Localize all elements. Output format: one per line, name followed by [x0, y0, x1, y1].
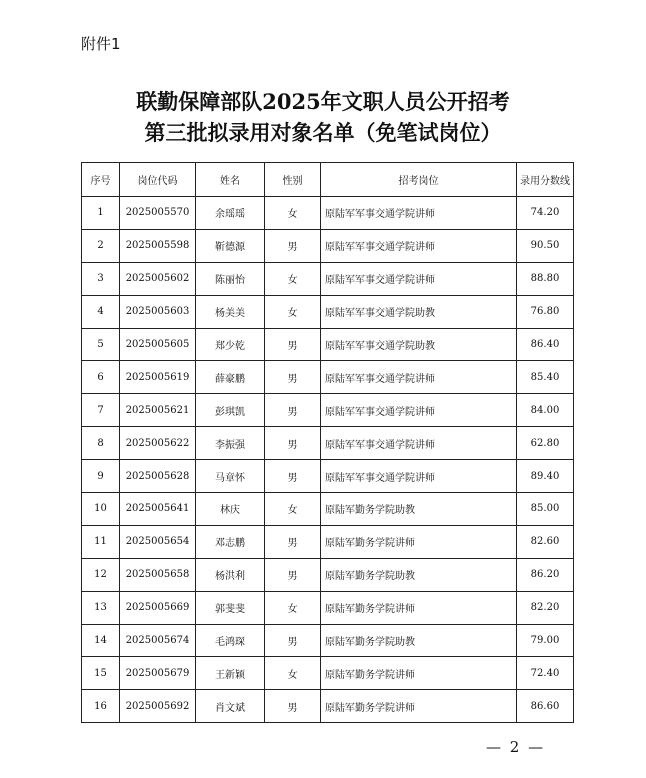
cell-position: 原陆军军事交通学院助教 — [321, 295, 517, 328]
cell-index: 2 — [82, 229, 120, 262]
table-row — [82, 591, 574, 624]
cell-score: 85.40 — [517, 361, 574, 394]
cell-name: 余瑶瑶 — [196, 197, 265, 230]
document-title — [0, 86, 646, 148]
table-row — [82, 262, 574, 295]
cell-gender: 男 — [265, 361, 321, 394]
cell-gender: 男 — [265, 229, 321, 262]
cell-name: 郑少乾 — [196, 328, 265, 361]
table-row — [82, 427, 574, 460]
cell-gender: 男 — [265, 624, 321, 657]
cell-score: 90.50 — [517, 229, 574, 262]
table-row — [82, 197, 574, 230]
cell-position: 原陆军勤务学院讲师 — [321, 657, 517, 690]
table-row — [82, 361, 574, 394]
table-body — [82, 197, 574, 723]
cell-position: 原陆军勤务学院讲师 — [321, 690, 517, 723]
cell-position: 原陆军军事交通学院助教 — [321, 328, 517, 361]
cell-score: 88.80 — [517, 262, 574, 295]
page-number: — 2 — — [486, 738, 546, 756]
cell-gender: 男 — [265, 525, 321, 558]
cell-position-code: 2025005570 — [120, 197, 196, 230]
cell-gender: 女 — [265, 657, 321, 690]
cell-name: 毛鸿琛 — [196, 624, 265, 657]
cell-index: 13 — [82, 591, 120, 624]
cell-position-code: 2025005603 — [120, 295, 196, 328]
cell-index: 3 — [82, 262, 120, 295]
cell-score: 84.00 — [517, 394, 574, 427]
table-row — [82, 657, 574, 690]
cell-position-code: 2025005669 — [120, 591, 196, 624]
table-row — [82, 624, 574, 657]
table-row — [82, 690, 574, 723]
table-row — [82, 295, 574, 328]
header-gender: 性别 — [265, 163, 321, 197]
cell-name: 李振强 — [196, 427, 265, 460]
cell-position: 原陆军勤务学院助教 — [321, 558, 517, 591]
cell-position-code: 2025005602 — [120, 262, 196, 295]
table-row — [82, 558, 574, 591]
cell-position-code: 2025005641 — [120, 493, 196, 526]
cell-index: 5 — [82, 328, 120, 361]
cell-position: 原陆军军事交通学院讲师 — [321, 262, 517, 295]
title-line-2: 第三批拟录用对象名单（免笔试岗位） — [144, 120, 502, 145]
cell-index: 7 — [82, 394, 120, 427]
cell-gender: 男 — [265, 328, 321, 361]
cell-name: 彭琪凯 — [196, 394, 265, 427]
table-row — [82, 229, 574, 262]
cell-gender: 女 — [265, 493, 321, 526]
table-row — [82, 460, 574, 493]
cell-score: 89.40 — [517, 460, 574, 493]
header-score: 录用分数线 — [517, 163, 574, 197]
cell-position: 原陆军军事交通学院讲师 — [321, 460, 517, 493]
cell-gender: 男 — [265, 394, 321, 427]
cell-position-code: 2025005658 — [120, 558, 196, 591]
cell-gender: 女 — [265, 591, 321, 624]
cell-name: 杨洪利 — [196, 558, 265, 591]
cell-score: 62.80 — [517, 427, 574, 460]
cell-index: 15 — [82, 657, 120, 690]
cell-score: 82.20 — [517, 591, 574, 624]
cell-name: 靳德源 — [196, 229, 265, 262]
table-row — [82, 525, 574, 558]
header-position: 招考岗位 — [321, 163, 517, 197]
cell-index: 14 — [82, 624, 120, 657]
cell-position: 原陆军军事交通学院讲师 — [321, 394, 517, 427]
attachment-label: 附件1 — [81, 35, 121, 53]
cell-name: 杨美美 — [196, 295, 265, 328]
cell-index: 6 — [82, 361, 120, 394]
cell-name: 郭斐斐 — [196, 591, 265, 624]
cell-position-code: 2025005621 — [120, 394, 196, 427]
table-row — [82, 328, 574, 361]
cell-position-code: 2025005692 — [120, 690, 196, 723]
cell-gender: 女 — [265, 295, 321, 328]
cell-index: 4 — [82, 295, 120, 328]
cell-gender: 女 — [265, 197, 321, 230]
table-header-row — [82, 163, 574, 197]
table-row — [82, 493, 574, 526]
cell-position-code: 2025005605 — [120, 328, 196, 361]
cell-score: 86.20 — [517, 558, 574, 591]
header-name: 姓名 — [196, 163, 265, 197]
cell-index: 10 — [82, 493, 120, 526]
cell-position: 原陆军军事交通学院讲师 — [321, 197, 517, 230]
cell-position: 原陆军军事交通学院讲师 — [321, 427, 517, 460]
cell-score: 85.00 — [517, 493, 574, 526]
cell-name: 肖文斌 — [196, 690, 265, 723]
cell-position-code: 2025005679 — [120, 657, 196, 690]
cell-name: 马章怀 — [196, 460, 265, 493]
candidate-table — [81, 162, 574, 723]
cell-index: 9 — [82, 460, 120, 493]
cell-gender: 女 — [265, 262, 321, 295]
cell-name: 林庆 — [196, 493, 265, 526]
cell-score: 82.60 — [517, 525, 574, 558]
cell-position-code: 2025005619 — [120, 361, 196, 394]
cell-gender: 男 — [265, 690, 321, 723]
cell-index: 11 — [82, 525, 120, 558]
cell-name: 王新颖 — [196, 657, 265, 690]
cell-score: 86.40 — [517, 328, 574, 361]
cell-name: 薛豪鹏 — [196, 361, 265, 394]
cell-name: 陈丽怡 — [196, 262, 265, 295]
cell-gender: 男 — [265, 460, 321, 493]
cell-score: 76.80 — [517, 295, 574, 328]
cell-gender: 男 — [265, 427, 321, 460]
cell-index: 12 — [82, 558, 120, 591]
cell-position-code: 2025005674 — [120, 624, 196, 657]
cell-score: 72.40 — [517, 657, 574, 690]
cell-position-code: 2025005622 — [120, 427, 196, 460]
cell-position: 原陆军勤务学院助教 — [321, 493, 517, 526]
cell-score: 74.20 — [517, 197, 574, 230]
cell-index: 8 — [82, 427, 120, 460]
cell-position: 原陆军勤务学院讲师 — [321, 591, 517, 624]
cell-score: 79.00 — [517, 624, 574, 657]
cell-position-code: 2025005628 — [120, 460, 196, 493]
cell-position: 原陆军军事交通学院讲师 — [321, 361, 517, 394]
cell-position: 原陆军军事交通学院讲师 — [321, 229, 517, 262]
cell-index: 1 — [82, 197, 120, 230]
cell-index: 16 — [82, 690, 120, 723]
cell-position-code: 2025005598 — [120, 229, 196, 262]
cell-gender: 男 — [265, 558, 321, 591]
cell-position: 原陆军勤务学院助教 — [321, 624, 517, 657]
cell-position: 原陆军勤务学院讲师 — [321, 525, 517, 558]
cell-name: 邓志鹏 — [196, 525, 265, 558]
cell-score: 86.60 — [517, 690, 574, 723]
title-line-1: 联勤保障部队2025年文职人员公开招考 — [136, 89, 510, 114]
header-index: 序号 — [82, 163, 120, 197]
header-position-code: 岗位代码 — [120, 163, 196, 197]
table-row — [82, 394, 574, 427]
cell-position-code: 2025005654 — [120, 525, 196, 558]
